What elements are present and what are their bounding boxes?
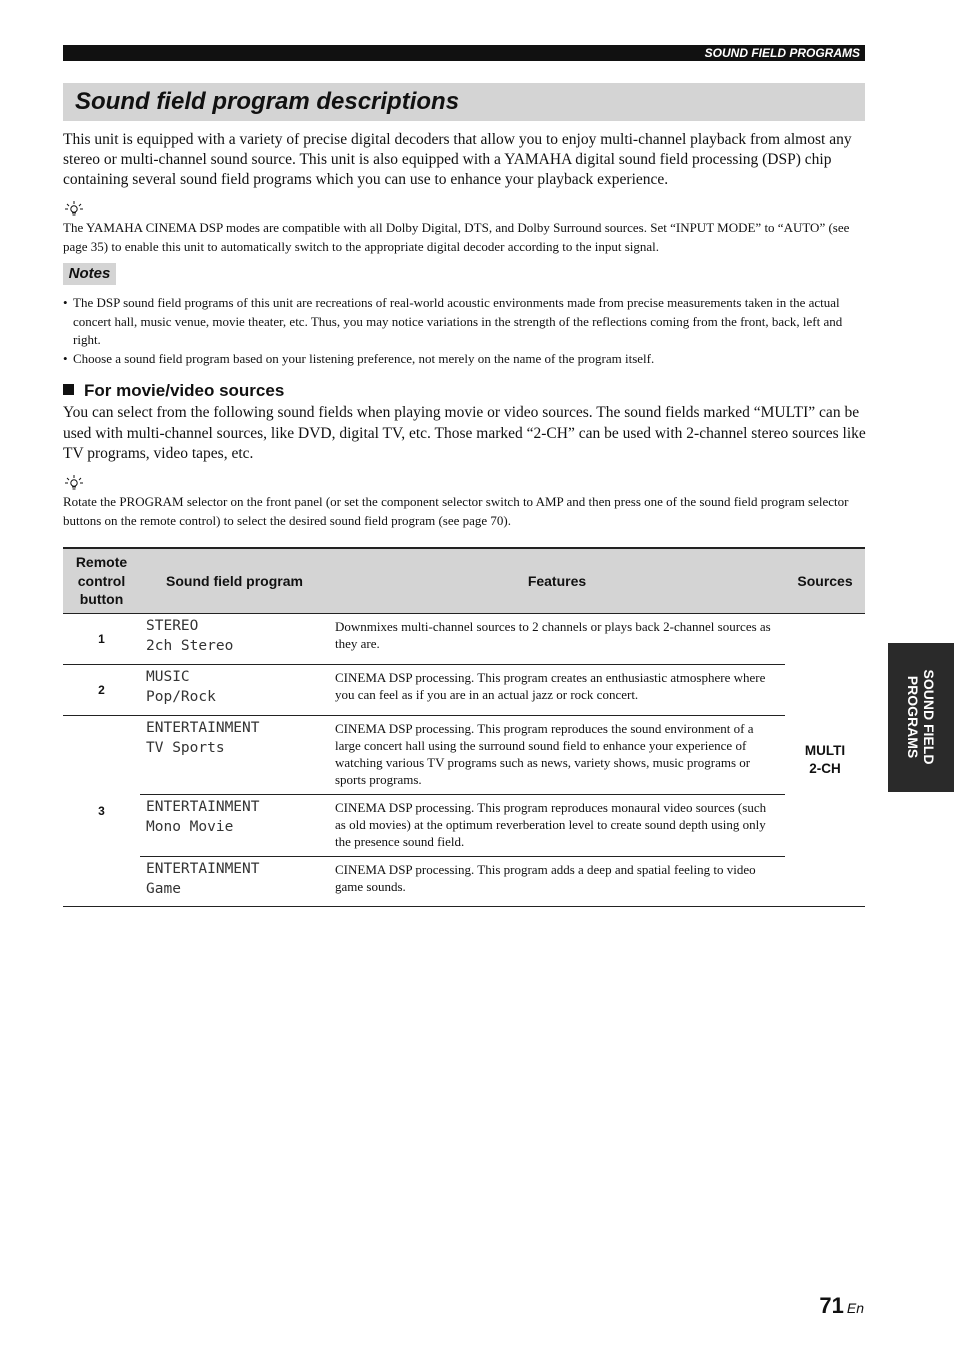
tip-lightbulb-icon <box>63 200 85 216</box>
table-row <box>63 857 865 907</box>
table-row <box>63 665 865 716</box>
program-category: STEREO <box>146 618 199 634</box>
button-cell: 3 <box>63 716 140 907</box>
page-number-value: 71 <box>819 1293 844 1318</box>
program-category: ENTERTAINMENT <box>146 720 260 736</box>
features-cell: CINEMA DSP processing. This program creates an enthusiastic atmosphere where you can feel as if you are in an actual jazz or rock concert. <box>329 665 785 716</box>
sound-field-table <box>63 547 865 907</box>
notes-label: Notes <box>63 263 116 285</box>
button-cell: 2 <box>63 665 140 716</box>
tip-lightbulb-icon <box>63 474 85 490</box>
program-cell <box>140 716 329 795</box>
table-header-row <box>63 548 865 614</box>
header-sound-field-program: Sound field program <box>140 548 329 614</box>
tip-text-input-mode: The YAMAHA CINEMA DSP modes are compatible with all Dolby Digital, DTS, and Dolby Surround sources. Set “INPUT MODE” to “AUTO” (see page 35) to enable this unit to automatically switch to the appropriate digital decoder according to the input signal. <box>63 220 850 254</box>
program-category: MUSIC <box>146 669 190 685</box>
button-cell: 1 <box>63 614 140 665</box>
page-title: Sound field program descriptions <box>75 88 460 115</box>
program-name: Pop/Rock <box>146 688 216 705</box>
program-category: ENTERTAINMENT <box>146 799 260 815</box>
program-name: Game <box>146 880 181 897</box>
note-item: • Choose a sound field program based on your listening preference, not merely on the name of the program itself. <box>63 350 865 369</box>
square-bullet-icon <box>63 384 74 395</box>
header-sources: Sources <box>785 548 865 614</box>
section-label: SOUND FIELD PROGRAMS <box>704 46 860 60</box>
tip-text-program-selector: Rotate the PROGRAM selector on the front panel (or set the component selector switch to AMP and then press one of the sound field program selector buttons on the remote control) to select the desired sound field program (see page 70). <box>63 494 849 528</box>
table-row <box>63 614 865 665</box>
note-item: • The DSP sound field programs of this unit are recreations of real-world acoustic environments made from precise measurements taken in the actual concert hall, music venue, movie theater, etc. Thus, you may notice variations in the strength of the reflections coming from the front, back, left and right. <box>63 294 865 350</box>
program-cell <box>140 795 329 857</box>
page-number <box>819 1293 864 1319</box>
source-2ch: 2-CH <box>809 761 841 776</box>
program-name: Mono Movie <box>146 818 234 835</box>
program-name: 2ch Stereo <box>146 637 234 654</box>
features-cell: CINEMA DSP processing. This program reproduces the sound environment of a large concert hall using the surround sound field to enhance your experience of watching various TV programs such as news, variety shows, music programs or sports programs. <box>329 716 785 795</box>
source-multi: MULTI <box>804 743 846 758</box>
program-cell <box>140 857 329 907</box>
sources-cell <box>785 614 865 907</box>
section-heading-text: For movie/video sources <box>84 381 285 400</box>
features-cell: CINEMA DSP processing. This program reproduces monaural video sources (such as old movies) at the optimum reverberation level to create sound depth using only the presence sound field. <box>329 795 785 857</box>
section-heading <box>63 380 284 402</box>
program-name: TV Sports <box>146 739 225 756</box>
table-row <box>63 795 865 857</box>
section-paragraph: You can select from the following sound fields when playing movie or video sources. The sound fields marked “MULTI” can be used with multi-channel sources, like DVD, digital TV, etc. Those marked “2-CH” can be used with 2-channel stereo sources like TV programs, video tapes, etc. <box>63 404 866 462</box>
features-cell: Downmixes multi-channel sources to 2 channels or plays back 2-channel sources as they are. <box>329 614 785 665</box>
notes-list <box>63 294 865 368</box>
side-section-tab <box>888 643 954 792</box>
page-language: En <box>846 1300 864 1316</box>
intro-paragraph: This unit is equipped with a variety of precise digital decoders that allow you to enjoy multi-channel playback from almost any stereo or multi-channel sound source. This unit is also equipped with a YAMAHA digital sound field processing (DSP) chip containing several sound field programs which you can use to enhance your playback experience. <box>63 131 852 188</box>
header-remote-button: Remote control button <box>63 548 140 614</box>
program-cell <box>140 665 329 716</box>
section-header-bar <box>63 45 865 61</box>
page-title-box <box>63 83 865 121</box>
table-row <box>63 716 865 795</box>
side-tab-label: SOUND FIELD PROGRAMS <box>905 669 937 765</box>
features-cell: CINEMA DSP processing. This program adds a deep and spatial feeling to video game sounds. <box>329 857 785 907</box>
program-category: ENTERTAINMENT <box>146 861 260 877</box>
program-cell <box>140 614 329 665</box>
header-features: Features <box>329 548 785 614</box>
